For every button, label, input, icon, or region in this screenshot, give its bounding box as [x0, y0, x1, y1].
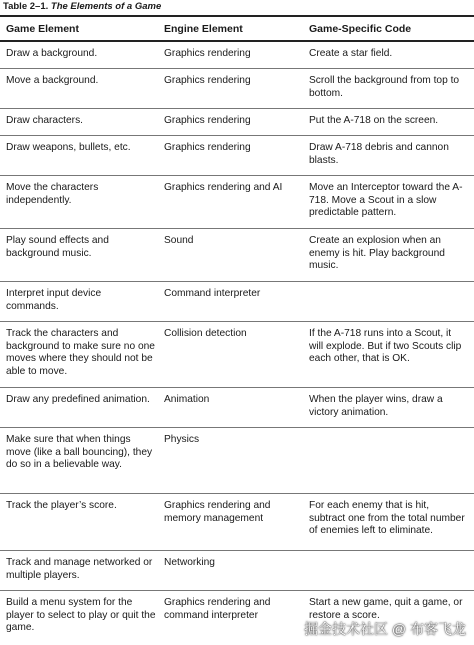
cell-game-specific-code: Create a star field. [309, 48, 393, 59]
cell-engine-element: Graphics rendering [164, 75, 251, 86]
cell-game-specific-code: Scroll the background from top to bottom. [309, 75, 460, 99]
cell-game-element: Interpret input device commands. [6, 288, 102, 312]
cell-game-element: Move a background. [6, 75, 99, 86]
cell-game-element: Draw weapons, bullets, etc. [6, 142, 131, 153]
cell-engine-element: Graphics rendering and AI [164, 182, 283, 193]
watermark: 掘金技术社区 @ 布客飞龙 [304, 621, 466, 637]
cell-engine-element: Graphics rendering [164, 48, 251, 59]
cell-engine-element: Graphics rendering [164, 142, 251, 153]
cell-game-element: Make sure that when things move (like a ball bouncing), they do so in a believable way. [6, 434, 153, 471]
row-separator [0, 427, 474, 428]
cell-engine-element: Command interpreter [164, 288, 261, 299]
table-title: The Elements of a Game [50, 1, 162, 12]
header-game-element: Game Element [6, 23, 79, 35]
row-separator [0, 68, 474, 69]
cell-game-specific-code: Create an explosion when an enemy is hit. Play background music. [309, 235, 445, 272]
cell-engine-element: Animation [164, 394, 210, 405]
cell-game-element: Draw a background. [6, 48, 98, 59]
header-engine-element: Engine Element [164, 23, 243, 35]
cell-game-specific-code: Draw A-718 debris and cannon blasts. [309, 142, 449, 166]
header-game-specific-code: Game-Specific Code [309, 23, 412, 35]
row-separator [0, 228, 474, 229]
row-separator [0, 281, 474, 282]
cell-game-element: Track the characters and background to make sure no one moves where they should not be able to move. [6, 328, 155, 378]
table-top-rule [0, 15, 474, 17]
cell-engine-element: Graphics rendering and memory management [164, 500, 271, 524]
table-number: Table 2–1. [3, 1, 49, 12]
cell-game-element: Track and manage networked or multiple players. [6, 557, 153, 581]
cell-engine-element: Networking [164, 557, 215, 568]
cell-game-element: Play sound effects and background music. [6, 235, 109, 259]
row-separator [0, 493, 474, 494]
row-separator [0, 321, 474, 322]
cell-game-specific-code: Move an Interceptor toward the A-718. Move a Scout in a slow predictable pattern. [309, 182, 463, 219]
cell-engine-element: Physics [164, 434, 200, 445]
cell-game-specific-code: For each enemy that is hit, subtract one from the total number of enemies left to eliminate. [309, 500, 465, 537]
cell-game-element: Draw characters. [6, 115, 83, 126]
cell-game-specific-code: Put the A-718 on the screen. [309, 115, 439, 126]
cell-game-specific-code: If the A-718 runs into a Scout, it will explode. But if two Scouts clip each other, that is OK. [309, 328, 462, 365]
row-separator [0, 590, 474, 591]
table-caption [3, 1, 161, 13]
cell-game-element: Build a menu system for the player to select to play or quit the game. [6, 597, 156, 634]
cell-engine-element: Sound [164, 235, 194, 246]
cell-game-specific-code: When the player wins, draw a victory animation. [309, 394, 443, 418]
cell-engine-element: Collision detection [164, 328, 247, 339]
cell-game-specific-code: Start a new game, quit a game, or restore a score. [309, 597, 463, 621]
header-bottom-rule [0, 40, 474, 42]
row-separator [0, 108, 474, 109]
cell-engine-element: Graphics rendering [164, 115, 251, 126]
row-separator [0, 135, 474, 136]
row-separator [0, 550, 474, 551]
row-separator [0, 175, 474, 176]
cell-engine-element: Graphics rendering and command interpreter [164, 597, 271, 621]
row-separator [0, 387, 474, 388]
cell-game-element: Track the player’s score. [6, 500, 117, 511]
cell-game-element: Draw any predefined animation. [6, 394, 150, 405]
cell-game-element: Move the characters independently. [6, 182, 99, 206]
